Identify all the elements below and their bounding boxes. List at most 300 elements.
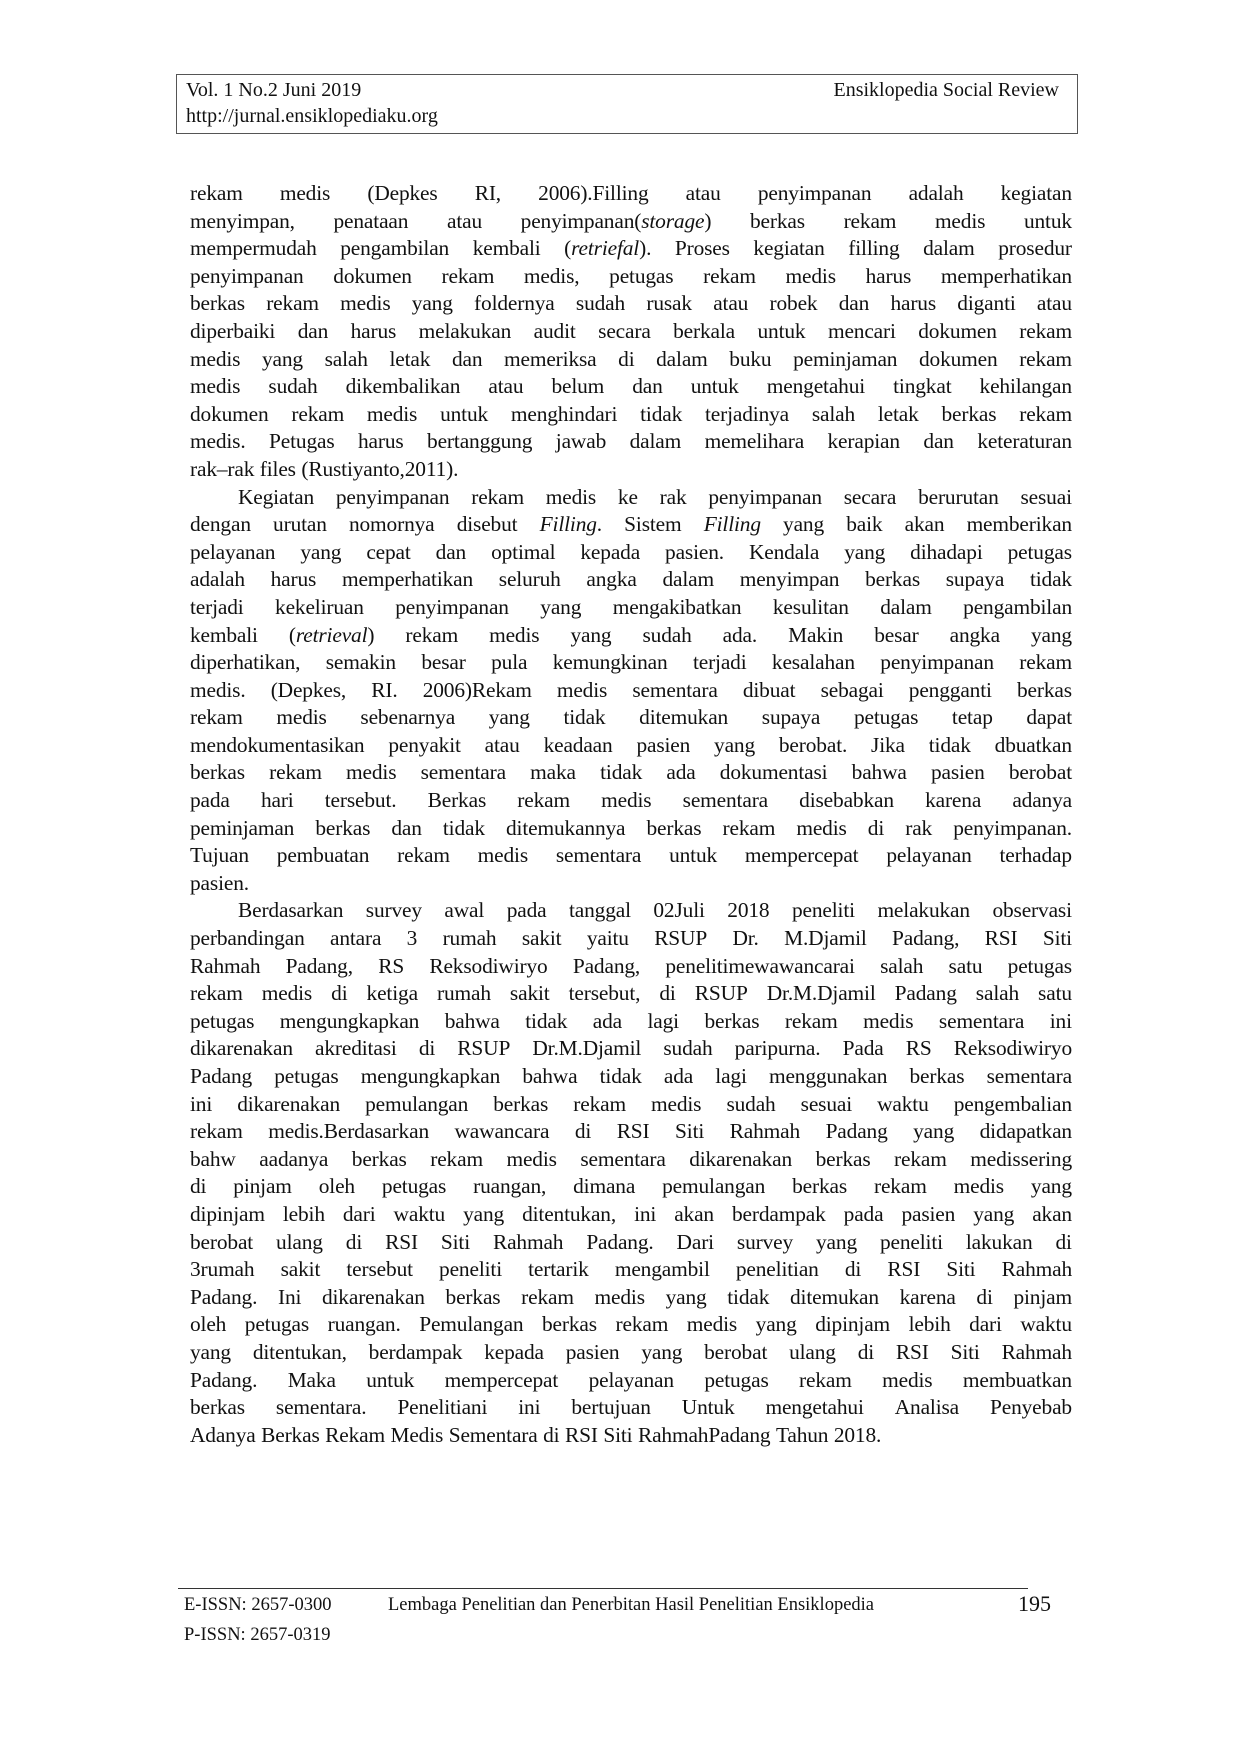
word-segment: Penyebab (990, 1395, 1072, 1420)
word-segment: cepat (366, 539, 411, 564)
word-segment: pemulangan (662, 1174, 766, 1199)
word (580, 539, 640, 567)
word (190, 263, 304, 291)
word-segment: yang (844, 539, 886, 564)
word (1012, 787, 1072, 815)
word (190, 1422, 256, 1450)
word-segment: berkas (792, 1174, 848, 1199)
word (580, 1146, 665, 1174)
word-segment: rekam (269, 760, 322, 785)
word-segment: supaya (945, 567, 1005, 592)
word-segment: petugas (704, 1367, 769, 1392)
word-segment: di (543, 1422, 560, 1447)
word (966, 1229, 1033, 1257)
word (616, 1311, 669, 1339)
word-segment: semakin (325, 650, 396, 675)
word (909, 180, 964, 208)
word-segment: pelayanan (190, 539, 276, 564)
word-segment: tanggal (568, 898, 631, 923)
word (412, 290, 453, 318)
word-segment: harus (865, 263, 912, 288)
word-segment: harus (890, 291, 937, 316)
word (638, 1422, 770, 1450)
word-segment: rusak (646, 291, 692, 316)
word-segment: dan (297, 318, 329, 343)
word (758, 180, 872, 208)
word-segment: ada. (722, 622, 758, 647)
word-segment: disebut (456, 512, 518, 537)
word (973, 1201, 1014, 1229)
word (848, 235, 899, 263)
word (237, 1091, 340, 1119)
word-segment: memeriksa (504, 346, 597, 371)
word-segment: berobat. (778, 732, 848, 757)
word (1019, 649, 1072, 677)
text-line (190, 1311, 1072, 1339)
word-segment: rekam (843, 208, 897, 233)
word (784, 925, 867, 953)
word-segment: berdampak (731, 1201, 826, 1226)
word (261, 1422, 320, 1450)
word (785, 1008, 838, 1036)
word (397, 1394, 487, 1422)
word-segment: Rahmah (492, 1229, 564, 1254)
word-segment: nomornya (348, 512, 435, 537)
word-segment: berobat (704, 1339, 768, 1364)
word (322, 1284, 425, 1312)
word (283, 1201, 325, 1229)
word (666, 1284, 707, 1312)
footer-publisher: Lembaga Penelitian dan Penerbitan Hasil Penelitian Ensiklopedia (388, 1595, 875, 1615)
word-segment: kesulitan (772, 594, 849, 619)
word-segment: ). (639, 236, 652, 261)
word (190, 180, 243, 208)
word (511, 401, 617, 429)
word-segment: sudah (663, 1036, 713, 1061)
text-line (190, 235, 1072, 263)
word-segment: pengganti (908, 677, 992, 702)
word-segment: 02Juli (653, 898, 705, 923)
word-segment: medis (601, 788, 652, 813)
word-segment: yang (190, 1339, 231, 1364)
word-segment: bertanggung (427, 429, 533, 454)
word-segment: atau (685, 181, 721, 205)
word (421, 759, 506, 787)
word (821, 677, 884, 705)
word-segment: yang (816, 1229, 857, 1254)
word (890, 290, 936, 318)
word-segment: yang (262, 346, 303, 371)
word-segment: di (976, 1284, 993, 1309)
word-segment: yaitu (586, 926, 629, 951)
word-segment: dan (451, 346, 483, 371)
word (656, 346, 708, 374)
word-segment: RSUP (694, 981, 748, 1006)
word-segment: yang (300, 539, 342, 564)
word (288, 1367, 336, 1395)
word-segment: Padang (894, 981, 957, 1006)
word-segment: mengetahui (765, 1395, 864, 1420)
word-segment: mengungkapkan (279, 1008, 420, 1033)
word-segment: foldernya (474, 291, 555, 316)
word-segment: Dr.M.Djamil (766, 981, 876, 1006)
word (931, 759, 985, 787)
word-segment: atau (484, 732, 520, 757)
word (452, 346, 482, 374)
word (951, 1339, 980, 1367)
word-segment: dikembalikan (345, 374, 461, 399)
word-segment: Dr. (732, 926, 759, 951)
word (745, 842, 859, 870)
word (793, 346, 897, 374)
word (689, 1146, 792, 1174)
word (918, 484, 999, 512)
word (556, 428, 606, 456)
word-segment: Pemulangan (419, 1312, 524, 1337)
word-segment: berkas (190, 1395, 245, 1420)
word (556, 842, 641, 870)
word-segment: ada (663, 1064, 694, 1088)
word (910, 539, 982, 567)
word-segment: sementara (986, 1064, 1072, 1088)
word (573, 1173, 635, 1201)
word (190, 759, 245, 787)
word-segment: memelihara (704, 429, 805, 454)
word (365, 1091, 468, 1119)
word-segment: harus (350, 318, 397, 343)
word (564, 235, 651, 263)
word (543, 1422, 559, 1450)
word-segment: di (659, 981, 676, 1006)
word (275, 594, 364, 622)
word (280, 180, 330, 208)
word (534, 318, 576, 346)
word-segment: pada (843, 1201, 884, 1226)
italic-term: storage (641, 208, 705, 233)
word (573, 953, 640, 981)
word (894, 1146, 947, 1174)
word (874, 1173, 927, 1201)
word (909, 1063, 964, 1091)
text-line (190, 622, 1072, 650)
body-text (190, 180, 1072, 1449)
word (651, 1091, 701, 1119)
word-segment: sebagai (820, 677, 884, 702)
word (828, 428, 900, 456)
word (659, 980, 675, 1008)
word-segment: harus (357, 429, 404, 454)
word (382, 1173, 446, 1201)
word-segment: tidak (928, 732, 971, 757)
word-segment: dikarenakan (689, 1146, 793, 1171)
word-segment: berkas (542, 1312, 597, 1337)
word (801, 1091, 852, 1119)
word (447, 208, 482, 236)
word-segment: mengambil (614, 1257, 710, 1282)
italic-term: Filling (703, 512, 761, 537)
word-segment: dikarenakan (190, 1036, 293, 1061)
word (475, 180, 501, 208)
word-segment: dari (342, 1201, 376, 1226)
text-line (190, 1008, 1072, 1036)
word (892, 925, 959, 953)
word (557, 677, 607, 705)
word-segment: rekam (894, 1146, 947, 1171)
word-segment: (Rustiyanto,2011). (301, 456, 459, 481)
word (727, 1284, 769, 1312)
word (663, 1035, 712, 1063)
word (646, 290, 692, 318)
word-segment: mempermudah (190, 236, 317, 261)
word (906, 1035, 932, 1063)
word (946, 1256, 975, 1284)
word (190, 1394, 245, 1422)
word (653, 897, 704, 925)
word-segment: kepada (580, 539, 641, 564)
word-segment: RI, (474, 181, 502, 205)
word (1001, 180, 1072, 208)
word (720, 759, 828, 787)
word (330, 925, 381, 953)
word (405, 622, 458, 650)
text-line (190, 484, 1072, 512)
word-segment: terjadi (190, 594, 244, 619)
word-segment: antara (329, 926, 382, 951)
word (929, 732, 971, 760)
word-segment: mengungkapkan (360, 1064, 501, 1088)
word-segment: mencari (827, 318, 896, 343)
word-segment: dari (969, 1312, 1002, 1337)
word (863, 1008, 913, 1036)
word (600, 1063, 642, 1091)
word (703, 263, 756, 291)
word (478, 842, 528, 870)
word (525, 1008, 567, 1036)
word (190, 649, 300, 677)
word (346, 373, 461, 401)
word (593, 1008, 622, 1036)
word (444, 897, 484, 925)
word (190, 511, 251, 539)
word-segment: penyimpanan (757, 181, 872, 205)
word-segment: Jika (871, 732, 905, 757)
word (665, 539, 724, 567)
word (654, 925, 707, 953)
text-line (190, 456, 1072, 484)
word (436, 539, 466, 567)
word-segment: medis (785, 263, 836, 288)
word (826, 1118, 888, 1146)
word-segment: tersebut, (568, 981, 641, 1006)
word (266, 290, 319, 318)
word-segment: di (345, 1229, 363, 1254)
word (358, 428, 404, 456)
word (471, 484, 524, 512)
word-segment: RSI (895, 1339, 929, 1364)
word (190, 428, 246, 456)
word (1038, 980, 1072, 1008)
word (714, 732, 755, 760)
text-line (190, 1256, 1072, 1284)
word (369, 1339, 463, 1367)
word (624, 511, 681, 539)
word-segment: dikarenakan (321, 1284, 425, 1309)
word-segment: medis (276, 705, 327, 730)
word (674, 1201, 714, 1229)
word (190, 870, 249, 898)
word-segment: Tujuan (190, 843, 249, 868)
word-segment: Siti (950, 1339, 980, 1364)
word-segment: dihadapi (910, 539, 983, 564)
word (641, 1339, 682, 1367)
word (609, 263, 673, 291)
word (565, 1422, 598, 1450)
word-segment: oleh (318, 1174, 355, 1199)
word-segment: berkas (909, 1064, 965, 1088)
word (388, 732, 460, 760)
header-volume: Vol. 1 No.2 Juni 2019 (186, 79, 362, 101)
word (834, 1422, 881, 1450)
word-segment: pengembalian (953, 1091, 1072, 1116)
word (389, 346, 430, 374)
word-segment: rekam (1019, 346, 1072, 371)
word (190, 1146, 236, 1174)
word (1008, 539, 1072, 567)
word-segment: petugas (274, 1064, 339, 1088)
word-segment: ketiga (366, 981, 418, 1006)
word (570, 622, 611, 650)
word-segment: Padang. (190, 1367, 258, 1392)
word-segment: sementara (682, 788, 769, 813)
word (190, 594, 244, 622)
word-segment: dan (391, 815, 422, 840)
word (1037, 290, 1072, 318)
word (976, 1284, 992, 1312)
word-segment: pinjam (233, 1174, 292, 1199)
word-segment: filling (848, 236, 900, 261)
word (342, 566, 473, 594)
word (770, 290, 818, 318)
word (874, 622, 918, 650)
word-segment: Maka (287, 1367, 336, 1392)
word (587, 925, 629, 953)
word-segment: ulang (789, 1339, 836, 1364)
word-segment: (Depkes, (270, 677, 347, 702)
word (1002, 1339, 1072, 1367)
word-segment: yang (714, 732, 756, 757)
word-segment: dipinjam (190, 1201, 265, 1226)
word-segment: dokumen (333, 263, 412, 288)
word-segment: Padang, (892, 926, 960, 951)
word-segment: audit (533, 318, 576, 343)
word-segment: medis (556, 677, 608, 702)
word-segment: Padang, (572, 953, 641, 978)
word (233, 1173, 292, 1201)
word (268, 1118, 429, 1146)
word (887, 1256, 920, 1284)
word (662, 1173, 765, 1201)
word-segment: pinjam (1013, 1284, 1072, 1309)
word-segment: berkas (315, 815, 371, 840)
word (1019, 318, 1072, 346)
word-segment: 2018 (727, 898, 770, 923)
word (765, 1394, 863, 1422)
word (521, 208, 712, 236)
word (762, 704, 821, 732)
word-segment: rumah (442, 926, 497, 951)
word-segment: pasien. (665, 539, 724, 564)
word-segment: penyimpanan( (520, 208, 642, 233)
word-segment: bertujuan (571, 1395, 651, 1420)
word-segment: di (574, 1119, 592, 1144)
word (980, 1118, 1072, 1146)
word (340, 235, 449, 263)
word (238, 897, 343, 925)
word (687, 1311, 737, 1339)
word-segment: penelitimewawancarai (665, 953, 855, 978)
word (846, 511, 882, 539)
word-segment: penelitian (735, 1257, 819, 1282)
word-segment: yang (913, 1119, 955, 1144)
word-segment: penyimpanan (395, 594, 509, 619)
word (325, 346, 368, 374)
word-segment: pada (190, 788, 230, 813)
word (276, 1394, 367, 1422)
word-segment: mengakibatkan (612, 594, 742, 619)
text-line (190, 677, 1072, 705)
paragraph (190, 484, 1072, 898)
word-segment: ) (367, 622, 375, 647)
word-segment: rekam (266, 291, 319, 316)
word-segment: yang (463, 1201, 505, 1226)
word-segment: Penelitiani (397, 1395, 488, 1420)
word-segment: RSI (887, 1257, 921, 1282)
text-line (190, 346, 1072, 374)
word (190, 815, 294, 843)
word (998, 235, 1072, 263)
word (767, 980, 876, 1008)
word (289, 622, 374, 650)
word-segment: kesalahan (771, 650, 855, 675)
word (790, 1284, 879, 1312)
word-segment: berkas (865, 567, 920, 592)
word-segment: wawancara (454, 1119, 550, 1144)
word (675, 1118, 704, 1146)
text-line (190, 263, 1072, 291)
word (648, 1008, 679, 1036)
word (708, 484, 822, 512)
word-segment: sementara (938, 1008, 1025, 1033)
word-segment: dalam (662, 567, 714, 592)
word-segment: sebenarnya (360, 705, 456, 730)
word-segment: medis (366, 401, 418, 426)
word-segment: Padang. (586, 1229, 654, 1254)
word-segment: adalah (190, 567, 245, 592)
word-segment: dan (435, 539, 467, 564)
word (518, 1394, 540, 1422)
word (367, 980, 418, 1008)
word-segment: peminjaman (793, 346, 898, 371)
word (866, 263, 912, 291)
word-segment: Pada (842, 1036, 884, 1061)
word (666, 759, 695, 787)
word-segment: dengan (190, 512, 251, 537)
word (276, 704, 326, 732)
word-segment: melakukan (877, 898, 970, 923)
word (954, 1173, 1004, 1201)
word (190, 925, 305, 953)
word-segment: kerapian (827, 429, 900, 454)
